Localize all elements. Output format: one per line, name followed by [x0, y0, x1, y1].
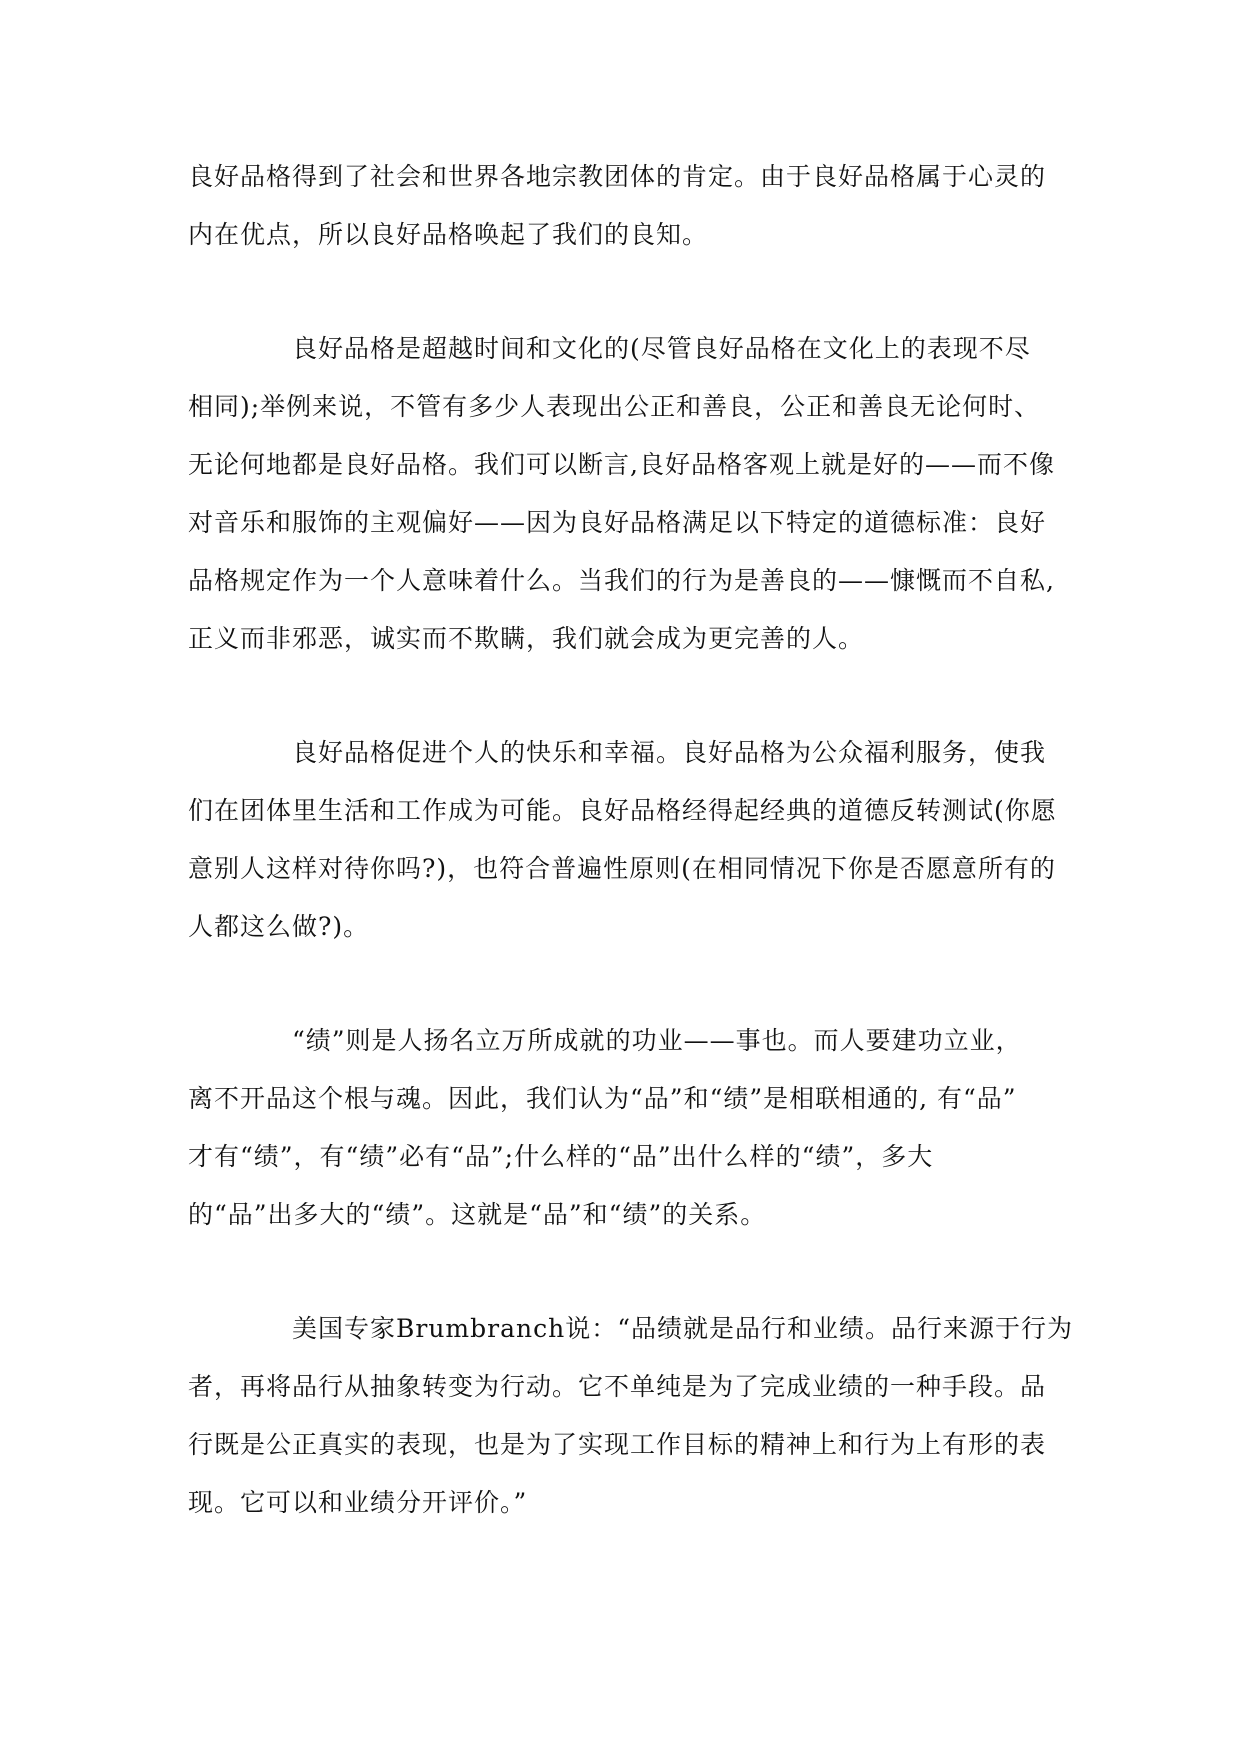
text-line: 现。它可以和业绩分开评价。” — [188, 1488, 528, 1517]
text-line: 良好品格是超越时间和文化的(尽管良好品格在文化上的表现不尽 — [292, 334, 1031, 363]
text-line: 对音乐和服饰的主观偏好——因为良好品格满足以下特定的道德标准：良好 — [188, 508, 1047, 537]
paragraph-3 — [188, 724, 1078, 956]
paragraph-5 — [188, 1300, 1078, 1532]
text-line: 们在团体里生活和工作成为可能。良好品格经得起经典的道德反转测试(你愿 — [188, 796, 1057, 825]
text-line: 离不开品这个根与魂。因此，我们认为“品”和“绩”是相联相通的, 有“品” — [188, 1084, 1017, 1113]
text-line: 意别人这样对待你吗?)，也符合普遍性原则(在相同情况下你是否愿意所有的 — [188, 854, 1056, 883]
text-line: 者，再将品行从抽象转变为行动。它不单纯是为了完成业绩的一种手段。品 — [188, 1372, 1047, 1401]
paragraph-2 — [188, 320, 1078, 668]
text-line: 相同);举例来说，不管有多少人表现出公正和善良，公正和善良无论何时、 — [188, 392, 1041, 421]
text-line: 良好品格得到了社会和世界各地宗教团体的肯定。由于良好品格属于心灵的 — [188, 162, 1047, 191]
paragraph-1 — [188, 148, 1078, 264]
text-line: 才有“绩”，有“绩”必有“品”;什么样的“品”出什么样的“绩”，多大 — [188, 1142, 934, 1171]
text-line: 的“品”出多大的“绩”。这就是“品”和“绩”的关系。 — [188, 1200, 767, 1229]
text-line: 行既是公正真实的表现，也是为了实现工作目标的精神上和行为上有形的表 — [188, 1430, 1047, 1459]
text-line: 人都这么做?)。 — [188, 912, 370, 941]
text-line: 良好品格促进个人的快乐和幸福。良好品格为公众福利服务，使我 — [292, 738, 1047, 767]
text-line: 美国专家Brumbranch说：“品绩就是品行和业绩。品行来源于行为 — [292, 1314, 1073, 1343]
text-line: 品格规定作为一个人意味着什么。当我们的行为是善良的——慷慨而不自私, — [188, 566, 1055, 595]
text-line: 无论何地都是良好品格。我们可以断言,良好品格客观上就是好的——而不像 — [188, 450, 1055, 479]
text-line: 内在优点，所以良好品格唤起了我们的良知。 — [188, 220, 709, 249]
paragraph-4 — [188, 1012, 1078, 1244]
text-line: 正义而非邪恶，诚实而不欺瞒，我们就会成为更完善的人。 — [188, 624, 865, 653]
text-line: “绩”则是人扬名立万所成就的功业——事也。而人要建功立业， — [292, 1026, 1022, 1055]
